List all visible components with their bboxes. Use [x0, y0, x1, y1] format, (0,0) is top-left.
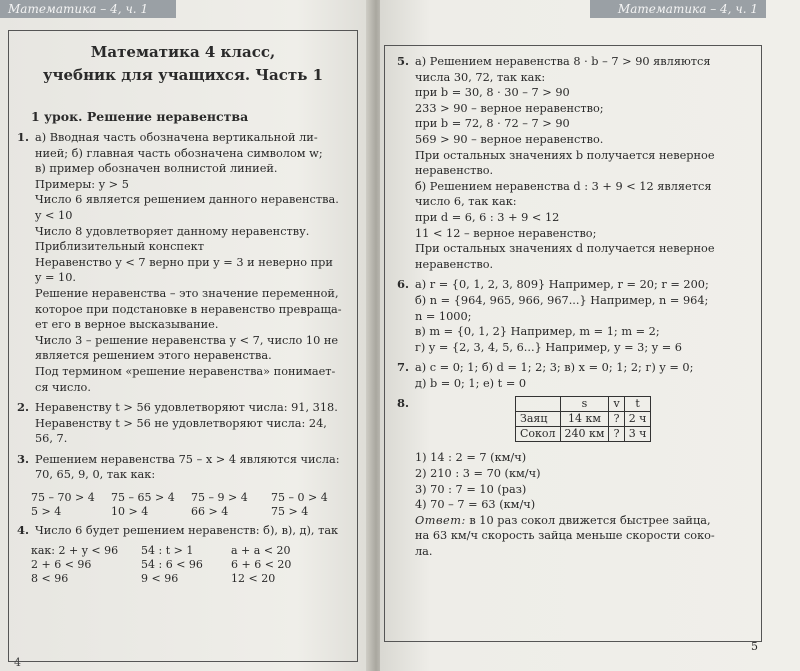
text-line: которое при подстановке в неравенство превраща-: [35, 302, 342, 316]
calc-cell: 2 + 6 < 96: [31, 557, 92, 571]
book-title-line-1: Математика 4 класс,: [90, 43, 276, 61]
task-1: [9, 130, 357, 395]
text-line: является решением этого неравенства.: [35, 349, 272, 363]
text-line: Число 6 является решением данного неравенства.: [35, 193, 339, 207]
calc-cell: 8 < 96: [31, 571, 69, 585]
calc-cell: 10 > 4: [111, 505, 149, 519]
task-7: [389, 360, 751, 391]
text-line: 56, 7.: [35, 432, 68, 446]
text-line: а) Решением неравенства 8 · b – 7 > 90 являются: [415, 55, 711, 68]
text-line: 70, 65, 9, 0, так как:: [35, 468, 156, 482]
calc-cell: как: 2 + y < 96: [31, 543, 119, 557]
task-number: 7.: [397, 360, 410, 375]
task-number: 3.: [17, 451, 30, 466]
calc-cell: 54 : 6 < 96: [141, 557, 203, 571]
table-row: [516, 412, 651, 427]
task-number: 2.: [17, 400, 30, 415]
left-page-number: 4: [14, 656, 21, 669]
table-header-cell: s: [560, 397, 609, 412]
task-number: 8.: [397, 396, 410, 411]
speed-table: [515, 396, 651, 442]
task-2: [9, 400, 357, 447]
text-line: а) Вводная часть обозначена вертикальной ли-: [35, 131, 318, 144]
calc-cell: 9 < 96: [141, 571, 179, 585]
text-line: в) m = {0, 1, 2} Например, m = 1; m = 2;: [415, 325, 660, 339]
text-line: Неравенству t > 56 удовлетворяют числа: 91, 318.: [35, 401, 338, 415]
task-5: [389, 54, 751, 272]
right-page: [380, 0, 800, 671]
text-line: число 6, так как:: [415, 195, 517, 209]
text-line: При остальных значениях d получается неверное: [415, 242, 715, 256]
calc-cell: 5 > 4: [31, 505, 62, 519]
text-line: 11 < 12 – верное неравенство;: [415, 226, 597, 240]
calc-cell: 75 – 0 > 4: [271, 491, 328, 505]
task-3-calculations: [9, 491, 357, 519]
text-line: y = 10.: [35, 271, 76, 285]
right-content-frame: [384, 45, 762, 642]
table-cell: Сокол: [516, 427, 561, 442]
text-line: Решение неравенства – это значение переменной,: [35, 286, 339, 300]
text-line: 4) 70 – 7 = 63 (км/ч): [415, 498, 536, 512]
book-title: [9, 41, 357, 87]
text-line: ет его в верное высказывание.: [35, 318, 219, 332]
text-line: y < 10: [35, 208, 73, 222]
text-line: нией; б) главная часть обозначена символом w;: [35, 146, 323, 160]
calc-cell: 66 > 4: [191, 505, 229, 519]
calc-cell: 75 – 65 > 4: [111, 491, 175, 505]
answer-line: [415, 513, 751, 529]
text-line: ся число.: [35, 380, 91, 394]
table-header-cell: [516, 397, 561, 412]
text-line: д) b = 0; 1; е) t = 0: [415, 376, 527, 390]
answer-text: в 10 раз сокол движется быстрее зайца,: [469, 513, 711, 527]
text-line: Приблизительный конспект: [35, 240, 204, 254]
task-6: [389, 277, 751, 355]
text-line: неравенство.: [415, 257, 494, 271]
text-line: неравенство.: [415, 164, 494, 178]
right-page-number: 5: [751, 640, 758, 653]
text-line: Под термином «решение неравенства» понимает-: [35, 364, 336, 378]
task-4-calculations: [9, 544, 357, 586]
text-line: а) r = {0, 1, 2, 3, 809} Например, r = 20; r = 200;: [415, 278, 709, 292]
table-row: [516, 427, 651, 442]
task-number: 6.: [397, 277, 410, 292]
text-line: числа 30, 72, так как:: [415, 70, 546, 84]
table-cell: 240 км: [560, 427, 609, 442]
calc-cell: 54 : t > 1: [141, 543, 194, 557]
text-line: а) c = 0; 1; б) d = 1; 2; 3; в) x = 0; 1; 2; г) y = 0;: [415, 361, 694, 375]
text-line: б) n = {964, 965, 966, 967...} Например, n = 964;: [415, 293, 709, 307]
table-cell: ?: [609, 427, 624, 442]
task-8: [389, 396, 751, 559]
calc-cell: a + a < 20: [231, 543, 291, 557]
text-line: Число 3 – решение неравенства y < 7, число 10 не: [35, 333, 339, 347]
text-line: 3) 70 : 7 = 10 (раз): [415, 482, 527, 496]
table-cell: Заяц: [516, 412, 561, 427]
table-cell: 3 ч: [624, 427, 651, 442]
text-line: при d = 6, 6 : 3 + 9 < 12: [415, 210, 560, 224]
task-3: [9, 452, 357, 483]
table-header-cell: v: [609, 397, 624, 412]
task-number: 4.: [17, 523, 30, 538]
right-running-header: Математика – 4, ч. 1: [590, 0, 766, 18]
text-line: б) Решением неравенства d : 3 + 9 < 12 является: [415, 179, 712, 193]
task-number: 1.: [17, 130, 30, 144]
text-line: Число 8 удовлетворяет данному неравенству.: [35, 224, 310, 238]
text-line: 569 > 90 – верное неравенство.: [415, 132, 604, 146]
text-line: Решением неравенства 75 – x > 4 являются числа:: [35, 452, 340, 466]
calc-cell: 12 < 20: [231, 571, 276, 585]
answer-line: на 63 км/ч скорость зайца меньше скорости соко-: [415, 529, 715, 543]
table-cell: ?: [609, 412, 624, 427]
left-page: [0, 0, 372, 671]
text-line: 233 > 90 – верное неравенство;: [415, 101, 604, 115]
answer-label: Ответ:: [415, 513, 466, 527]
text-line: при b = 30, 8 · 30 – 7 > 90: [415, 86, 570, 100]
text-line: 2) 210 : 3 = 70 (км/ч): [415, 467, 541, 481]
text-line: 1) 14 : 2 = 7 (км/ч): [415, 451, 527, 465]
left-running-header: Математика – 4, ч. 1: [0, 0, 176, 18]
calc-cell: 75 – 9 > 4: [191, 491, 248, 505]
answer-line: ла.: [415, 545, 433, 559]
left-content-frame: [8, 30, 358, 662]
book-title-line-2: учебник для учащихся. Часть 1: [42, 66, 324, 84]
table-cell: 2 ч: [624, 412, 651, 427]
text-line: При остальных значениях b получается неверное: [415, 148, 715, 162]
lesson-heading: 1 урок. Решение неравенства: [31, 109, 249, 124]
text-line: Число 6 будет решением неравенств: б), в), д), так: [35, 524, 339, 538]
calc-cell: 6 + 6 < 20: [231, 557, 292, 571]
calc-cell: 75 > 4: [271, 505, 309, 519]
table-cell: 14 км: [560, 412, 609, 427]
table-header-row: [516, 397, 651, 412]
text-line: Примеры: y > 5: [35, 177, 129, 191]
text-line: n = 1000;: [415, 309, 472, 323]
task-number: 5.: [397, 54, 410, 68]
task-4: [9, 523, 357, 539]
text-line: при b = 72, 8 · 72 – 7 > 90: [415, 117, 570, 131]
text-line: в) пример обозначен волнистой линией.: [35, 162, 278, 176]
calc-cell: 75 – 70 > 4: [31, 491, 95, 505]
table-header-cell: t: [624, 397, 651, 412]
text-line: Неравенство y < 7 верно при y = 3 и неверно при: [35, 255, 333, 269]
text-line: Неравенству t > 56 не удовлетворяют числа: 24,: [35, 416, 327, 430]
text-line: г) y = {2, 3, 4, 5, 6...} Например, y = 3; y = 6: [415, 340, 682, 354]
